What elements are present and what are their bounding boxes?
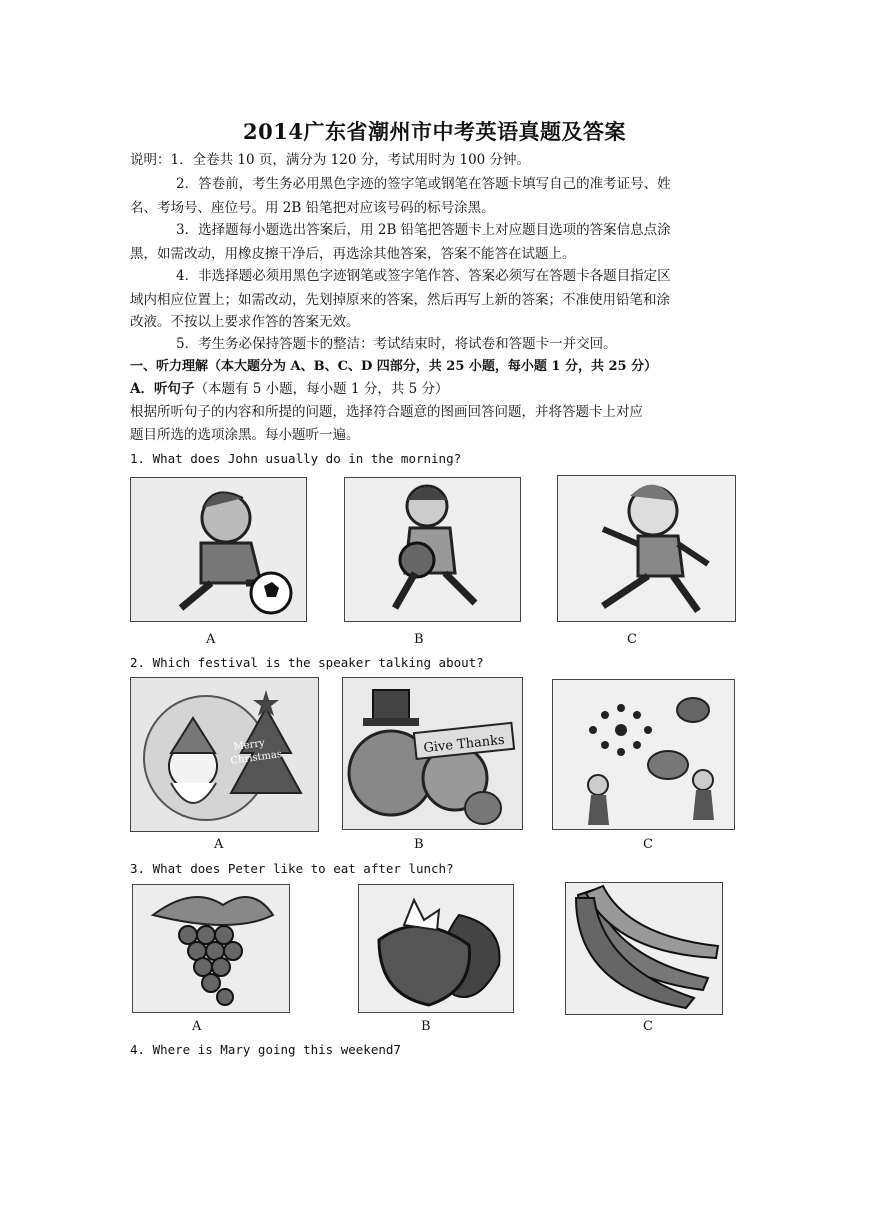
directions-2: 题目所选的选项涂黑。每小题听一遍。 <box>130 427 360 443</box>
instruction-4: 4．非选择题必须用黑色字迹钢笔或签字笔作答、答案必须写在答题卡各题目指定区 <box>176 268 671 284</box>
q2-image-c <box>552 679 735 830</box>
section-heading: 一、听力理解（本大题分为 A、B、C、D 四部分，共 25 小题，每小题 1 分，共 25 分） <box>130 359 658 374</box>
q3-image-a <box>132 884 290 1013</box>
instruction-5: 5．考生务必保持答题卡的整洁：考试结束时，将试卷和答题卡一并交回。 <box>176 336 617 352</box>
q3-option-b: B <box>421 1019 431 1034</box>
thanksgiving-icon <box>343 678 522 829</box>
q3-image-c <box>565 882 723 1015</box>
q1-option-b: B <box>414 632 424 647</box>
page-title: 2014广东省潮州市中考英语真题及答案 <box>243 119 626 144</box>
q2-option-b: B <box>414 837 424 852</box>
instruction-3: 3．选择题每小题选出答案后，用 2B 铅笔把答题卡上对应题目选项的答案信息点涂 <box>176 222 671 238</box>
instruction-4-cont: 域内相应位置上；如需改动，先划掉原来的答案，然后再写上新的答案；不准使用铅笔和涂 <box>130 292 670 308</box>
q2-option-a: A <box>214 837 224 852</box>
grapes-icon <box>133 885 289 1012</box>
boy-kicking-ball-icon <box>131 478 306 621</box>
instruction-3-cont: 黑，如需改动，用橡皮擦干净后，再选涂其他答案，答案不能答在试题上。 <box>130 246 576 262</box>
instruction-2: 2．答卷前，考生务必用黑色字迹的签字笔或钢笔在答题卡填写自己的准考证号、姓 <box>176 176 671 192</box>
part-a-heading <box>130 381 449 397</box>
bananas-icon <box>566 883 722 1014</box>
part-a-title: A．听句子 <box>130 381 195 397</box>
q1-image-b <box>344 477 521 622</box>
question-1: 1. What does John usually do in the morning? <box>130 451 462 466</box>
strawberry-icon <box>359 885 513 1012</box>
svg-text:Merry: Merry <box>232 737 266 753</box>
instruction-4-cont2: 改液。不按以上要求作答的答案无效。 <box>130 314 360 330</box>
q1-image-a <box>130 477 307 622</box>
question-4: 4. Where is Mary going this weekend7 <box>130 1042 401 1057</box>
q3-option-c: C <box>643 1019 653 1034</box>
q1-option-c: C <box>627 632 637 647</box>
q2-option-c: C <box>643 837 653 852</box>
part-a-note: （本题有 5 小题，每小题 1 分，共 5 分） <box>194 381 449 397</box>
directions-1: 根据所听句子的内容和所提的问题，选择符合题意的图画回答问题，并将答题卡上对应 <box>130 404 643 420</box>
q3-image-b <box>358 884 514 1013</box>
question-2: 2. Which festival is the speaker talking about? <box>130 655 484 670</box>
instruction-2-cont: 名、考场号、座位号。用 2B 铅笔把对应该号码的标号涂黑。 <box>130 200 495 216</box>
instruction-1: 说明：1．全卷共 10 页，满分为 120 分，考试用时为 100 分钟。 <box>130 152 531 168</box>
q3-option-a: A <box>192 1019 202 1034</box>
q1-image-c <box>557 475 736 622</box>
question-3: 3. What does Peter like to eat after lunch? <box>130 861 454 876</box>
q2-image-a <box>130 677 319 832</box>
christmas-icon <box>131 678 318 831</box>
svg-text:Give Thanks: Give Thanks <box>422 732 506 757</box>
svg-text:Christmas: Christmas <box>229 748 283 767</box>
lanterns-fireworks-icon <box>553 680 734 829</box>
boy-basketball-icon <box>345 478 520 621</box>
q1-option-a: A <box>206 632 216 647</box>
boy-running-icon <box>558 476 735 621</box>
q2-image-b <box>342 677 523 830</box>
